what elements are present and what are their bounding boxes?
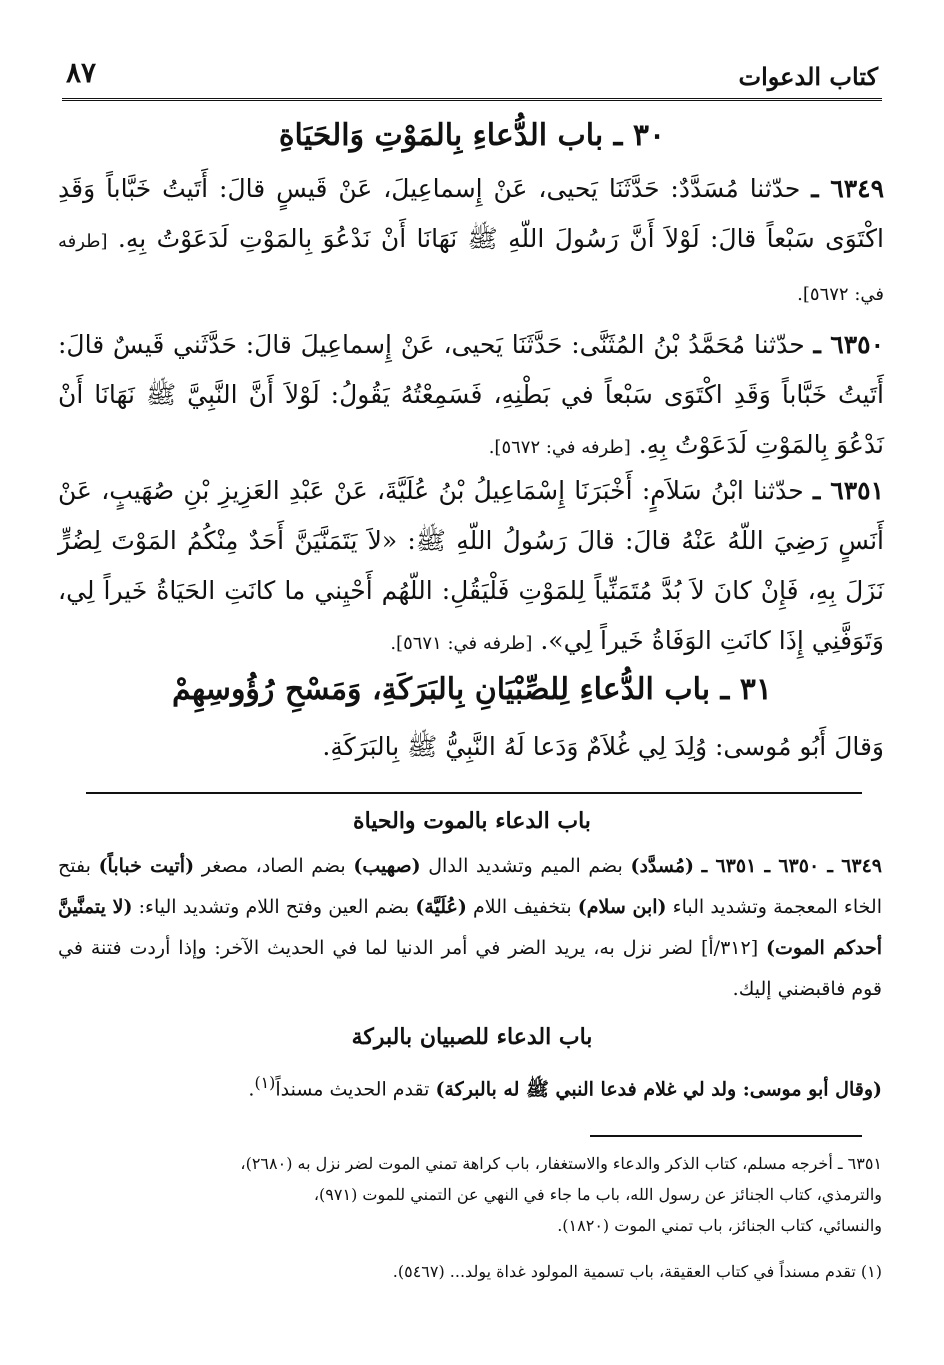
footnote-6351 — [60, 1148, 882, 1241]
footnote-1: (١) تقدم مسنداً في كتاب العقيقة، باب تسمية المولود غداة يولد... (٥٤٦٧). — [392, 1262, 882, 1281]
gloss: . — [248, 1078, 255, 1101]
footnote-line: والترمذي، كتاب الجنائز عن رسول الله، باب ما جاء في النهي عن التمني للموت (٩٧١)، — [313, 1185, 882, 1204]
gloss: [٣١٢/أ] لضر نزل به، يريد الضر في أمر الدنيا لما في الحديث الآخر: وإذا أردت فتنة في قوم فاقبضني إليك. — [58, 937, 882, 1000]
commentary-paragraph-2 — [58, 1062, 882, 1110]
chapter-30-heading: ٣٠ ـ باب الدُّعاءِ بِالمَوْتِ وَالحَيَاةِ — [278, 118, 666, 153]
commentary-heading-1: باب الدعاء بالموت والحياة — [353, 808, 591, 834]
hadith-text: حدّثنا مُسَدَّدٌ: حَدَّثَنَا يَحيى، عَنْ إِسماعِيلَ، عَنْ قَيسٍ قالَ: أَتَيتُ خَبَّاباً وَقَدِ اكْتَوَى سَبْعاً قالَ: لَوْلاَ أَنَّ رَسُولَ اللّهِ ﷺ نَهَانَا أَنْ نَدْعُوَ بِالمَوْتِ لَدَعَوْتُ بِهِ. — [58, 174, 884, 253]
commentary-divider — [86, 792, 862, 794]
gloss: بضم الميم وتشديد الدال — [420, 855, 631, 877]
gloss: بتخفيف اللام — [466, 896, 578, 918]
term: (ابن سلام) — [577, 896, 667, 918]
gloss: بفتح الخاء المعجمة وتشديد الباء — [58, 855, 882, 918]
hadith-reference: [طرفه في: ٥٦٧١]. — [390, 633, 533, 654]
page-number: ٨٧ — [66, 56, 97, 89]
term: (أتيت خباباً) — [98, 855, 195, 877]
term: (وقال أبو موسى: ولد لي غلام فدعا النبي ﷺ له بالبركة) — [435, 1078, 882, 1101]
gloss: بضم الصاد، مصغر — [194, 855, 354, 877]
hadith-6349 — [58, 164, 884, 320]
footnote-rule — [590, 1135, 862, 1137]
footnote-line: ٦٣٥١ ـ أخرجه مسلم، كتاب الذكر والدعاء والاستغفار، باب كراهة تمني الموت لضر نزل به (٢٦٨٠)، — [240, 1154, 882, 1173]
footnote-marker[interactable]: (١) — [254, 1073, 276, 1092]
header-rule — [62, 98, 882, 101]
term: (لا يتمنَّينَّ أحدكم الموت) — [58, 896, 882, 959]
hadith-number: ٦٣٥١ ـ — [812, 476, 884, 505]
hadith-reference: [طرفه في: ٥٦٧٢]. — [58, 231, 884, 305]
running-title: كتاب الدعوات — [738, 62, 878, 91]
hadith-reference: [طرفه في: ٥٦٧٢]. — [488, 437, 631, 458]
gloss: بضم العين وفتح اللام وتشديد الياء: — [132, 896, 416, 918]
footnote-line: والنسائي، كتاب الجنائز، باب تمني الموت (١٨٢٠). — [557, 1216, 882, 1235]
commentary-heading-2: باب الدعاء للصبيان بالبركة — [351, 1024, 593, 1050]
term: (مُسدَّد) — [630, 855, 695, 877]
hadith-number: ٦٣٥٠ ـ — [813, 330, 884, 359]
term: (عُلَيَّة) — [415, 896, 467, 918]
hadith-number: ٦٣٤٩ ـ — [811, 174, 884, 203]
term: (صهيب) — [353, 855, 421, 877]
hadith-text: حدّثنا ابْنُ سَلاَمٍ: أَخْبَرَنَا إِسْمَاعِيلُ بْنُ عُلَيَّةَ، عَنْ عَبْدِ العَزِيزِ بْنِ صُهَيبٍ، عَنْ أَنَسٍ رَضِيَ اللّهُ عَنْهُ قالَ: قالَ رَسُولُ اللّهِ ﷺ: «لاَ يَتَمَنَّيَنَّ أَحَدٌ مِنْكُمُ المَوْتَ لِضُرٍّ نَزَلَ بِهِ، فَإِنْ كانَ لاَ بُدَّ مُتَمَنِّياً لِلمَوْتِ فَلْيَقُلِ: اللّهُم أَحْيِني ما كانَتِ الحَيَاةُ خَيراً لِي، وَتَوَفَّنِي إِذَا كانَتِ الوَفَاةُ خَيراً لِي». — [58, 476, 884, 655]
hadith-6350 — [58, 320, 884, 473]
gloss: تقدم الحديث مسنداً — [275, 1078, 436, 1101]
hadith-numbers: ٦٣٤٩ ـ ٦٣٥٠ ـ ٦٣٥١ ـ — [701, 855, 883, 877]
hadith-text: حدّثنا مُحَمَّدُ بْنُ المُثَنَّى: حَدَّثَنَا يَحيى، عَنْ إِسماعِيلَ قالَ: حَدَّثَني قَيسٌ قالَ: أَتَيتُ خَبَّاباً وَقَدِ اكْتَوَى سَبْعاً في بَطْنِهِ، فَسَمِعْتُهُ يَقُولُ: لَوْلاَ أَنَّ النَّبِيَّ ﷺ نَهَانَا أَنْ نَدْعُوَ بِالمَوْتِ لَدَعَوْتُ بِهِ. — [58, 330, 884, 459]
hadith-6351 — [58, 466, 884, 669]
chapter-31-note: وَقالَ أَبُو مُوسى: وُلِدَ لِي غُلاَمٌ وَدَعا لَهُ النَّبِيُّ ﷺ بِالبَرَكَةِ. — [322, 732, 884, 761]
chapter-31-heading: ٣١ ـ باب الدُّعاءِ لِلصِّبْيَانِ بِالبَرَكَةِ، وَمَسْحِ رُؤُوسِهِمْ — [172, 672, 772, 707]
commentary-paragraph-1 — [58, 846, 882, 1010]
